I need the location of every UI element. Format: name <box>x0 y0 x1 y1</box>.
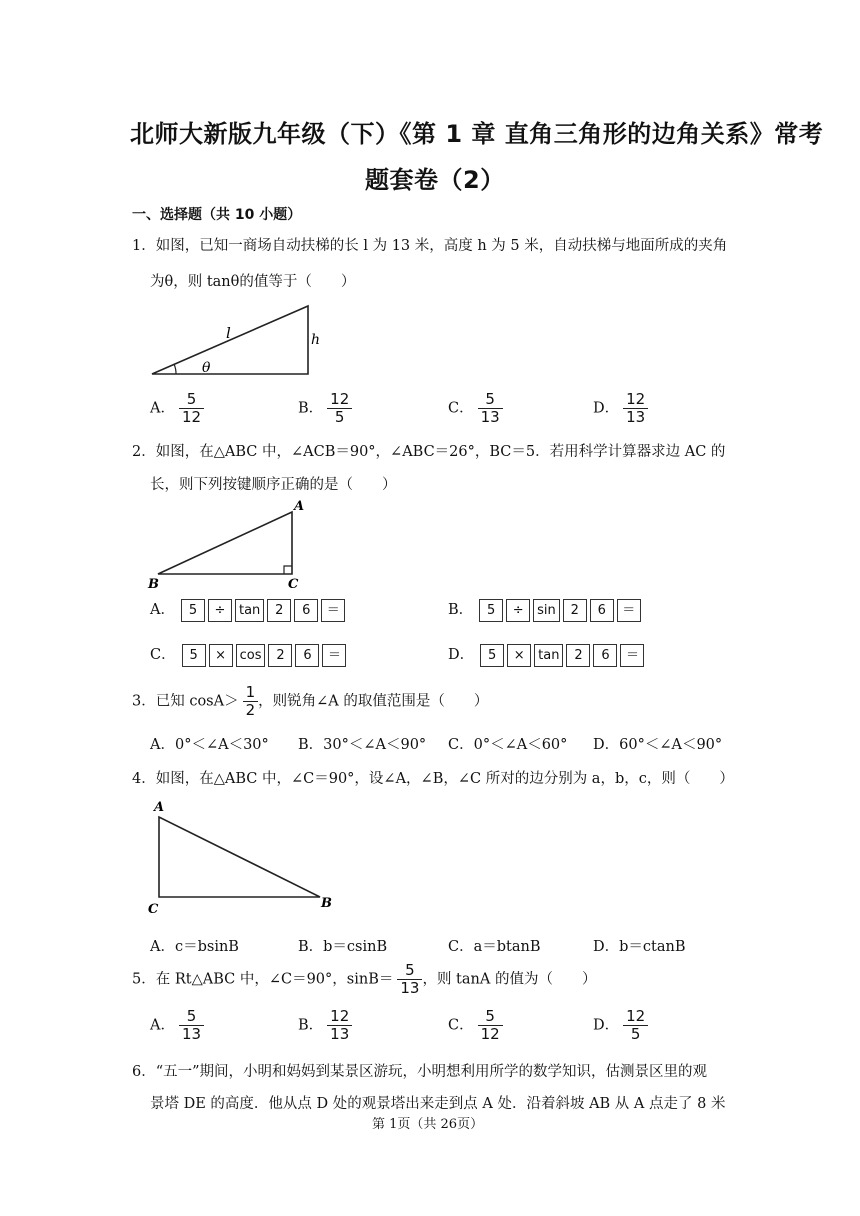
q3-option-a: A．0°＜∠A＜30° <box>150 737 269 753</box>
question-6-line1: 6．“五一”期间，小明和妈妈到某景区游玩，小明想利用所学的数学知识，估测景区里的观 <box>132 1064 708 1080</box>
label-theta: θ <box>202 360 211 376</box>
q5-option-a: A． $\frac{5}{13}$ <box>150 1008 204 1043</box>
calculator-key: ÷ <box>506 599 530 622</box>
vertex-a: A <box>294 499 305 514</box>
q2-option-a: A． 5 ÷ tan 2 6 ＝ <box>150 598 345 622</box>
calculator-key: ÷ <box>208 599 232 622</box>
label-h: h <box>311 332 321 348</box>
vertex-c: C <box>148 902 159 917</box>
question-2-line2: 长，则下列按键顺序正确的是（ ） <box>150 477 397 493</box>
q2-option-d: D． 5 × tan 2 6 ＝ <box>448 643 644 667</box>
question-1-line1: 1．如图，已知一商场自动扶梯的长 l 为 13 米，高度 h 为 5 米，自动扶梯与地面所成的夹角 <box>132 238 728 254</box>
q5-option-d: D． $\frac{12}{5}$ <box>593 1008 648 1043</box>
calculator-key: 5 <box>479 599 503 622</box>
key-sequence <box>181 599 345 622</box>
question-5-line1: 5．在 Rt△ABC 中，∠C＝90°，sinB＝ $\frac{5}{13}$ ，则 tanA 的值为（ ） <box>132 961 597 997</box>
question-6-line2: 景塔 DE 的高度．他从点 D 处的观景塔出来走到点 A 处．沿着斜坡 AB 从 A 点走了 8 米 <box>150 1096 726 1112</box>
question-1-line2: 为θ，则 tanθ的值等于（ ） <box>150 274 356 290</box>
page-footer: 第 1页（共 26页） <box>372 1117 484 1132</box>
vertex-b: B <box>148 577 159 592</box>
calculator-key: tan <box>235 599 264 622</box>
calculator-key: × <box>209 644 233 667</box>
calculator-key: ＝ <box>617 599 641 622</box>
section-heading: 一、选择题（共 10 小题） <box>132 207 302 223</box>
calculator-key: 5 <box>480 644 504 667</box>
calculator-key: 5 <box>182 644 206 667</box>
triangle-abc-figure-q4 <box>146 797 336 917</box>
q4-option-d: D．b＝ctanB <box>593 939 686 955</box>
q1-option-a: A． $\frac{5}{12}$ <box>150 391 204 426</box>
q1-option-d: D． $\frac{12}{13}$ <box>593 391 648 426</box>
q1-option-c: C． $\frac{5}{13}$ <box>448 391 503 426</box>
calculator-key: ＝ <box>620 644 644 667</box>
question-2-line1: 2．如图，在△ABC 中，∠ACB＝90°，∠ABC＝26°，BC＝5．若用科学计算器求边 AC 的 <box>132 444 726 460</box>
q4-option-c: C．a＝btanB <box>448 939 541 955</box>
calculator-key: 6 <box>295 644 319 667</box>
label-l: l <box>226 324 231 342</box>
q3-option-c: C．0°＜∠A＜60° <box>448 737 568 753</box>
calculator-key: 2 <box>267 599 291 622</box>
question-4-line1: 4．如图，在△ABC 中，∠C＝90°，设∠A，∠B，∠C 所对的边分别为 a，b，c，则（ ） <box>132 771 734 787</box>
calculator-key: × <box>507 644 531 667</box>
q3-option-d: D．60°＜∠A＜90° <box>593 737 723 753</box>
q2-option-b: B． 5 ÷ sin 2 6 ＝ <box>448 598 641 622</box>
vertex-a: A <box>154 800 165 815</box>
escalator-figure <box>146 300 321 380</box>
triangle-abc-figure-q2 <box>146 497 316 592</box>
q2-option-c: C． 5 × cos 2 6 ＝ <box>150 643 346 667</box>
key-sequence <box>480 644 644 667</box>
calculator-key: tan <box>534 644 563 667</box>
q3-option-b: B．30°＜∠A＜90° <box>298 737 427 753</box>
question-3-line1: 3．已知 cosA＞ $\frac{1}{2}$ ，则锐角∠A 的取值范围是（ ） <box>132 683 489 719</box>
calculator-key: cos <box>236 644 266 667</box>
q5-option-b: B． $\frac{12}{13}$ <box>298 1008 352 1043</box>
q5-option-c: C． $\frac{5}{12}$ <box>448 1008 503 1043</box>
q1-option-b: B． $\frac{12}{5}$ <box>298 391 352 426</box>
calculator-key: ＝ <box>322 644 346 667</box>
page-title-line1: 北师大新版九年级（下）《第 1 章 直角三角形的边角关系》常考 <box>130 120 824 148</box>
vertex-b: B <box>321 896 332 911</box>
q4-option-a: A．c＝bsinB <box>150 939 239 955</box>
page-title-line2: 题套卷（2） <box>365 166 505 194</box>
calculator-key: 6 <box>590 599 614 622</box>
calculator-key: 6 <box>593 644 617 667</box>
q4-option-b: B．b＝csinB <box>298 939 388 955</box>
right-angle-mark <box>284 566 292 574</box>
calculator-key: 2 <box>268 644 292 667</box>
calculator-key: 6 <box>294 599 318 622</box>
calculator-key: 2 <box>566 644 590 667</box>
theta-arc <box>174 364 176 374</box>
calculator-key: 2 <box>563 599 587 622</box>
calculator-key: 5 <box>181 599 205 622</box>
key-sequence <box>182 644 347 667</box>
vertex-c: C <box>288 577 299 592</box>
calculator-key: sin <box>533 599 560 622</box>
key-sequence <box>479 599 641 622</box>
calculator-key: ＝ <box>321 599 345 622</box>
